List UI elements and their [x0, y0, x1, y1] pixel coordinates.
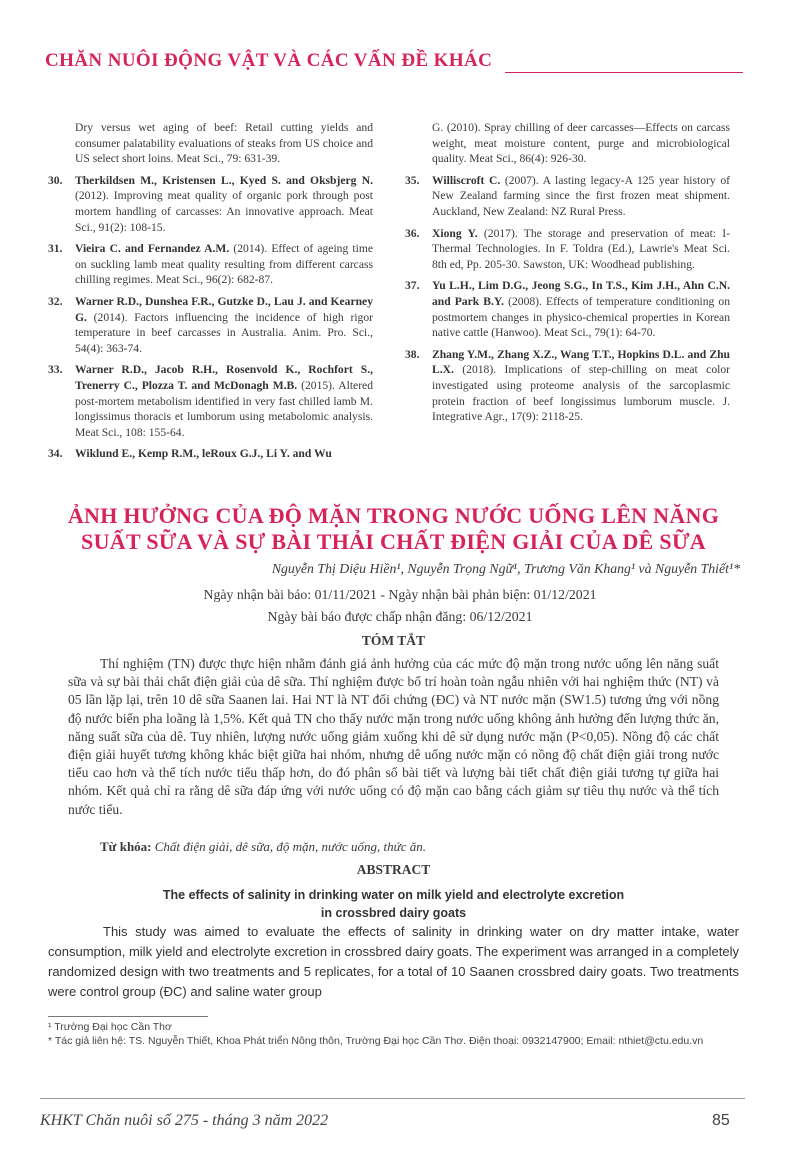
- accepted-date: Ngày bài báo được chấp nhận đăng: 06/12/2021: [267, 609, 533, 624]
- reference-item: 34. Wiklund E., Kemp R.M., leRoux G.J., Li Y. and Wu: [48, 447, 332, 461]
- journal-footer: KHKT Chăn nuôi số 275 - tháng 3 năm 2022: [40, 1112, 329, 1129]
- received-dates: Ngày nhận bài báo: 01/11/2021 - Ngày nhận bài phản biện: 01/12/2021: [203, 587, 597, 602]
- summary-paragraph: Thí nghiệm (TN) được thực hiện nhằm đánh giá ảnh hưởng của các mức độ mặn trong nước uống lên năng suất sữa và sự bài thải chất điện giải của dê sữa. Thí nghiệm được bố trí hoàn toàn ngẫu nhiên với hai nghiệm thức (NT) và 05 lần lặp lại, trên 10 dê sữa Saanen lai. Hai NT là NT đối chứng (ĐC) và NT nước mặn (SW1.5) tương ứng với nồng độ nước biển pha loãng là 1,5%. Kết quả TN cho thấy nước mặn trong nước uống không ảnh hưởng đến lượng thức ăn, năng suất sữa của dê. Tuy nhiên, lượng nước uống giảm xuống khi dê sử dụng nước mặn (P<0,05). Nồng độ các chất điện giải huyết tương không khác biệt giữa hai nhóm, nhưng dê uống nước mặn có nồng độ chất điện giải trong nước tiểu cao hơn và thể tích nước tiểu thấp hơn, do đó phân số bài tiết và lượng bài tiết chất điện giải tương tự giữa hai nhóm. Kết quả chỉ ra rằng dê sữa đáp ứng với nước uống có độ mặn cao bằng cách giảm sự tiêu thụ nước và thể tích nước tiểu.: [68, 656, 719, 817]
- reference-item: 33. Warner R.D., Jacob R.H., Rosenvold K., Rochfort S., Trenerry C., Plozza T. and McDonagh M.B. (2015). Altered post-mortem metabolism identified in very fast chilled lamb M. longissimus thoracis et lumborum using metabolomic analysis. Meat Sci., 108: 155-64.: [48, 363, 374, 439]
- article-authors: Nguyễn Thị Diệu Hiền¹, Nguyễn Trọng Ngữ¹, Trương Văn Khang¹ và Nguyễn Thiết¹*: [271, 561, 740, 576]
- article-title-line: ẢNH HƯỞNG CỦA ĐỘ MẶN TRONG NƯỚC UỐNG LÊN NĂNG: [67, 503, 720, 528]
- header-rule: [505, 72, 743, 73]
- reference-item: 37. Yu L.H., Lim D.G., Jeong S.G., In T.S., Kim J.H., Ahn C.N. and Park B.Y. (2008). Effects of temperature conditioning on postmortem changes in physico-chemical properties in Korean native cattle (Hanwoo). Meat Sci., 79(1): 64-70.: [405, 279, 730, 340]
- section-header: CHĂN NUÔI ĐỘNG VẬT VÀ CÁC VẤN ĐỀ KHÁC: [45, 50, 493, 71]
- keywords-label: Từ khóa:: [100, 839, 152, 854]
- reference-item: 32. Warner R.D., Dunshea F.R., Gutzke D., Lau J. and Kearney G. (2014). Factors influencing the incidence of high rigor temperature in beef carcasses in Australia. Anim. Pro. Sci., 54(4): 363-74.: [48, 294, 373, 355]
- references-left-column: [48, 120, 373, 468]
- reference-item: G. (2010). Spray chilling of deer carcasses—Effects on carcass weight, meat moisture content, purge and microbiological quality. Meat Sci., 86(4): 926-30.: [432, 121, 730, 166]
- keywords: [100, 839, 426, 855]
- references-right-column: [405, 120, 730, 431]
- abstract-title: The effects of salinity in drinking water on milk yield and electrolyte excretion in crossbred dairy goats: [162, 888, 625, 920]
- reference-item: 30. Therkildsen M., Kristensen L., Kyed S. and Oksbjerg N. (2012). Improving meat quality of organic pork through post mortem handling of carcasses: An innovative approach. Meat Sci., 91(2): 108-15.: [48, 173, 373, 234]
- reference-item: Dry versus wet aging of beef: Retail cutting yields and consumer palatability evaluations of steaks from US choice and US select short loins. Meat Sci., 79: 631-39.: [75, 121, 373, 166]
- abstract-heading: ABSTRACT: [356, 862, 431, 877]
- footnote-contact: * Tác giả liên hệ: TS. Nguyễn Thiết, Khoa Phát triển Nông thôn, Trường Đại học Cần Thơ. Điện thoại: 0932147900; Email: nthiet@ctu.edu.vn: [48, 1035, 704, 1047]
- article-title-line: SUẤT SỮA VÀ SỰ BÀI THẢI CHẤT ĐIỆN GIẢI CỦA DÊ SỮA: [81, 529, 706, 554]
- footnote-affiliation: ¹ Trường Đại học Cần Thơ: [48, 1021, 172, 1033]
- article-title: [40, 503, 747, 555]
- keywords-value: Chất điện giải, dê sữa, độ mặn, nước uống, thức ăn.: [154, 839, 426, 854]
- summary-heading: TÓM TẮT: [361, 633, 426, 648]
- abstract-paragraph: This study was aimed to evaluate the effects of salinity in drinking water on dry matter intake, water consumption, milk yield and electrolyte excretion in crossbred dairy goats. The experiment was arranged in a completely randomized design with two treatments and 5 replicates, for a total of 10 Saanen crossbred dairy goats. Two treatments were control group (ĐC) and saline water group: [48, 924, 739, 999]
- reference-item: 38. Zhang Y.M., Zhang X.Z., Wang T.T., Hopkins D.L. and Zhu L.X. (2018). Implications of step-chilling on meat color investigated using proteome analysis of the sarcoplasmic protein fraction of beef longissimus lumborum muscle. J. Integrative Agr., 17(9): 2118-25.: [405, 347, 730, 424]
- footnote-rule: [48, 1016, 208, 1017]
- page-number: 85: [712, 1112, 730, 1129]
- reference-item: 31. Vieira C. and Fernandez A.M. (2014). Effect of ageing time on suckling lamb meat quality resulting from different carcass chilling regimes. Meat Sci., 96(2): 682-87.: [48, 242, 373, 287]
- footer-rule: [40, 1098, 745, 1099]
- reference-item: 36. Xiong Y. (2017). The storage and preservation of meat: I-Thermal Technologies. In F. Toldra (Ed.), Lawrie's Meat Sci. 8th ed, Pp. 205-30. Sawston, UK: Woodhead publishing.: [405, 226, 730, 271]
- reference-item: 35. Williscroft C. (2007). A lasting legacy-A 125 year history of New Zealand farming since the first frozen meat shipment. Auckland, New Zealand: NZ Rural Press.: [405, 173, 730, 218]
